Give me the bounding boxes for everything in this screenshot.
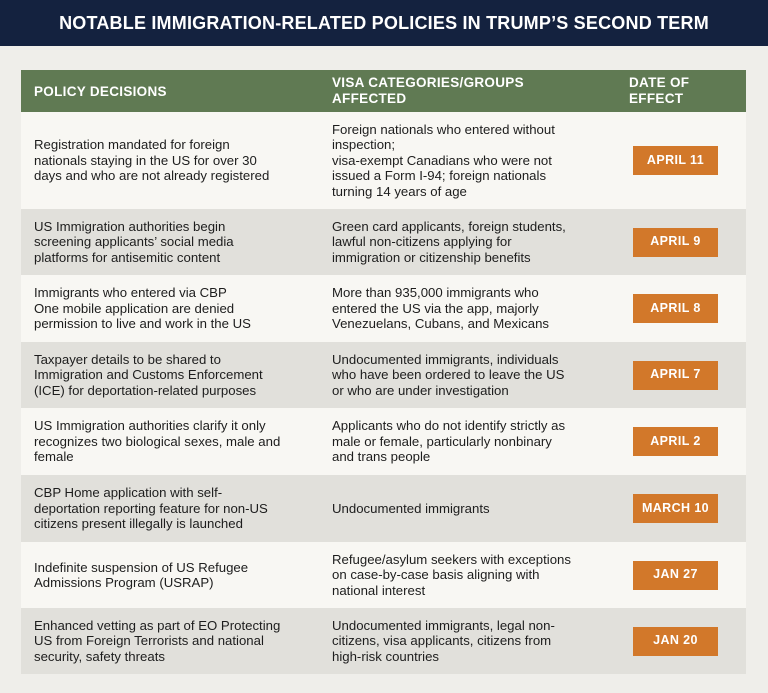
policy-table bbox=[21, 70, 746, 674]
policy-text: Immigrants who entered via CBP bbox=[34, 285, 227, 301]
policy-text: US Immigration authorities clarify it only bbox=[34, 418, 266, 434]
date-cell bbox=[618, 228, 746, 257]
date-cell bbox=[618, 294, 746, 323]
groups-cell bbox=[320, 552, 618, 599]
date-badge: MARCH 10 bbox=[633, 494, 718, 523]
policy-cell bbox=[21, 560, 320, 591]
header-date-line2: EFFECT bbox=[629, 91, 684, 106]
table-body bbox=[21, 112, 746, 674]
groups-text: immigration or citizenship benefits bbox=[332, 249, 531, 265]
policy-text: Admissions Program (USRAP) bbox=[34, 575, 214, 590]
table-row bbox=[21, 112, 746, 209]
groups-text: lawful non-citizens applying for bbox=[332, 234, 512, 250]
policy-text: days and who are not already registered bbox=[34, 168, 270, 184]
date-badge: APRIL 9 bbox=[633, 228, 718, 257]
groups-text: Undocumented immigrants, legal non- bbox=[332, 617, 555, 633]
groups-text: national interest bbox=[332, 582, 426, 598]
groups-text: Undocumented immigrants bbox=[332, 500, 490, 516]
date-cell bbox=[618, 561, 746, 590]
groups-text: high-risk countries bbox=[332, 648, 440, 664]
policy-text: (ICE) for deportation-related purposes bbox=[34, 382, 257, 398]
policy-cell bbox=[21, 618, 320, 665]
table-row bbox=[21, 408, 746, 475]
policy-text: Enhanced vetting as part of EO Protecting bbox=[34, 617, 281, 633]
table-row bbox=[21, 608, 746, 674]
policy-text: citizens present illegally is launched bbox=[34, 516, 243, 532]
policy-text: nationals staying in the US for over 30 bbox=[34, 152, 257, 168]
policy-text: recognizes two biological sexes, male and bbox=[34, 433, 281, 449]
groups-text: citizens, visa applicants, citizens from bbox=[332, 633, 552, 649]
groups-text: Green card applicants, foreign students, bbox=[332, 218, 566, 234]
table-row bbox=[21, 209, 746, 275]
groups-cell bbox=[320, 418, 618, 465]
header-visa-line2: AFFECTED bbox=[332, 91, 407, 106]
groups-text: and trans people bbox=[332, 449, 431, 465]
policy-text: Taxpayer details to be shared to bbox=[34, 351, 221, 367]
header-policy: POLICY DECISIONS bbox=[34, 83, 167, 99]
policy-text: deportation reporting feature for non-US bbox=[34, 500, 268, 516]
groups-text: male or female, particularly nonbinary bbox=[332, 433, 552, 449]
header-visa bbox=[320, 75, 618, 107]
policy-cell bbox=[21, 352, 320, 399]
page-title: NOTABLE IMMIGRATION-RELATED POLICIES IN TRUMP’S SECOND TERM bbox=[59, 12, 709, 33]
policy-text: screening applicants’ social media bbox=[34, 234, 234, 250]
groups-text: entered the US via the app, majorly bbox=[332, 300, 539, 316]
groups-text: More than 935,000 immigrants who bbox=[332, 285, 539, 301]
policy-cell bbox=[21, 137, 320, 184]
groups-text: Applicants who do not identify strictly as bbox=[332, 418, 566, 434]
groups-text: visa-exempt Canadians who were not bbox=[332, 152, 552, 168]
groups-text: or who are under investigation bbox=[332, 382, 509, 398]
groups-text: Undocumented immigrants, individuals bbox=[332, 351, 559, 367]
date-badge: JAN 20 bbox=[633, 627, 718, 656]
date-badge: APRIL 2 bbox=[633, 427, 718, 456]
policy-cell bbox=[21, 285, 320, 332]
date-cell bbox=[618, 146, 746, 175]
groups-text: Venezuelans, Cubans, and Mexicans bbox=[332, 316, 550, 332]
groups-cell bbox=[320, 352, 618, 399]
date-cell bbox=[618, 627, 746, 656]
date-badge: JAN 27 bbox=[633, 561, 718, 590]
policy-text: permission to live and work in the US bbox=[34, 316, 251, 332]
date-badge: APRIL 8 bbox=[633, 294, 718, 323]
groups-cell bbox=[320, 618, 618, 665]
table-row bbox=[21, 342, 746, 408]
groups-text: Foreign nationals who entered without bbox=[332, 121, 555, 137]
policy-cell bbox=[21, 418, 320, 465]
policy-cell bbox=[21, 485, 320, 532]
date-cell bbox=[618, 494, 746, 523]
policy-text: platforms for antisemitic content bbox=[34, 249, 221, 265]
groups-cell bbox=[320, 285, 618, 332]
policy-text: security, safety threats bbox=[34, 648, 165, 664]
date-cell bbox=[618, 361, 746, 390]
policy-text: One mobile application are denied bbox=[34, 300, 235, 316]
title-banner bbox=[0, 0, 768, 46]
groups-text: issued a Form I-94; foreign nationals bbox=[332, 168, 547, 184]
policy-text: Immigration and Customs Enforcement bbox=[34, 367, 263, 383]
policy-cell bbox=[21, 219, 320, 266]
date-cell bbox=[618, 427, 746, 456]
header-date bbox=[618, 75, 746, 107]
table-row bbox=[21, 475, 746, 542]
groups-text: who have been ordered to leave the US bbox=[332, 367, 565, 383]
policy-text: female bbox=[34, 449, 74, 465]
policy-text: US Immigration authorities begin bbox=[34, 218, 226, 234]
policy-text: Registration mandated for foreign bbox=[34, 137, 230, 153]
groups-text: turning 14 years of age bbox=[332, 183, 467, 199]
policy-text: US from Foreign Terrorists and national bbox=[34, 633, 264, 649]
table-row bbox=[21, 275, 746, 342]
table-row bbox=[21, 542, 746, 608]
header-date-line1: DATE OF bbox=[629, 75, 690, 90]
date-badge: APRIL 7 bbox=[633, 361, 718, 390]
table-header bbox=[21, 70, 746, 112]
groups-cell bbox=[320, 122, 618, 200]
date-badge: APRIL 11 bbox=[633, 146, 718, 175]
groups-cell bbox=[320, 219, 618, 266]
groups-text: inspection; bbox=[332, 137, 396, 153]
groups-text: Refugee/asylum seekers with exceptions bbox=[332, 551, 571, 567]
policy-text: Indefinite suspension of US Refugee bbox=[34, 559, 249, 575]
header-visa-line1: VISA CATEGORIES/GROUPS bbox=[332, 75, 524, 90]
groups-text: on case-by-case basis aligning with bbox=[332, 567, 540, 583]
groups-cell bbox=[320, 501, 618, 517]
policy-text: CBP Home application with self- bbox=[34, 485, 223, 501]
